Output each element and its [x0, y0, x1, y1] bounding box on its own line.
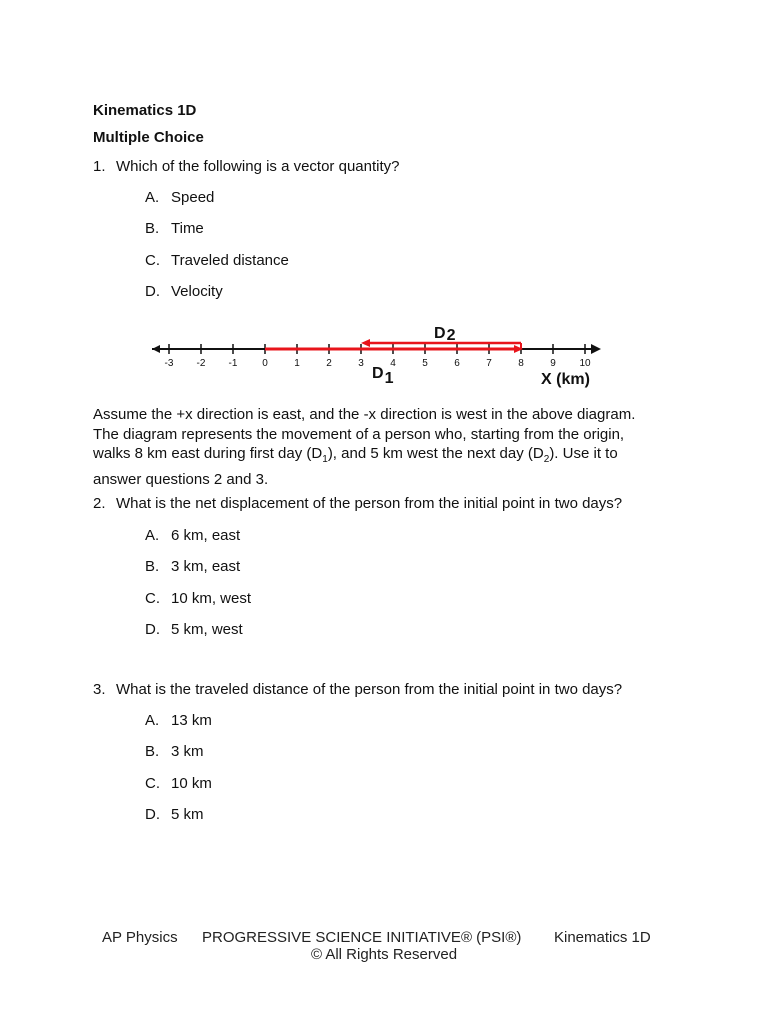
- question-text: What is the traveled distance of the person from the initial point in two days?: [116, 681, 623, 698]
- option-letter: B.: [145, 220, 160, 237]
- section-heading: Multiple Choice: [93, 129, 204, 146]
- option-2a: [145, 526, 240, 546]
- option-letter: C.: [145, 775, 160, 792]
- paragraph-text: ), and 5 km west the next day (D: [327, 445, 544, 462]
- option-3b: [145, 742, 204, 762]
- paragraph-text: walks 8 km east during first day (D: [93, 445, 323, 462]
- question-text: What is the net displacement of the person from the initial point in two days?: [116, 495, 623, 512]
- tick-label: -3: [164, 358, 174, 369]
- d2-arrowhead: [361, 339, 370, 347]
- tick-label: 9: [550, 358, 556, 369]
- displacement-arrows: [265, 339, 523, 353]
- option-text: 10 km, west: [171, 590, 252, 607]
- number-line-diagram: [0, 0, 768, 400]
- footer-organization: PROGRESSIVE SCIENCE INITIATIVE® (PSI®): [202, 929, 522, 946]
- d2-label: D2: [434, 325, 456, 344]
- tick-label: 4: [390, 358, 396, 369]
- paragraph-line: Assume the +x direction is east, and the -x direction is west in the above diagram.: [93, 406, 636, 423]
- option-letter: C.: [145, 590, 160, 607]
- option-2d: [145, 620, 243, 640]
- footer-course: AP Physics: [102, 929, 178, 946]
- subscript: 1: [322, 454, 328, 465]
- tick-label: 5: [422, 358, 428, 369]
- option-text: 5 km: [171, 806, 204, 823]
- option-3d: [145, 805, 204, 825]
- tick-label: 0: [262, 358, 268, 369]
- option-text: 10 km: [171, 775, 212, 792]
- paragraph-line: The diagram represents the movement of a person who, starting from the origin,: [93, 425, 625, 443]
- option-2c: [145, 589, 251, 609]
- context-paragraph: [93, 405, 673, 489]
- paragraph-line: answer questions 2 and 3.: [93, 470, 269, 488]
- option-letter: A.: [145, 712, 160, 729]
- paragraph-line: [93, 444, 673, 470]
- document-title: Kinematics 1D: [93, 102, 197, 119]
- option-text: 6 km, east: [171, 527, 241, 544]
- question-number: 2.: [93, 495, 106, 512]
- footer-copyright: © All Rights Reserved: [310, 946, 458, 963]
- tick-label: 2: [326, 358, 332, 369]
- option-text: 3 km: [171, 743, 204, 760]
- option-letter: C.: [145, 252, 160, 269]
- option-text: Speed: [171, 189, 215, 206]
- axis-arrowhead-left: [152, 345, 160, 353]
- tick-label: -2: [196, 358, 206, 369]
- option-letter: A.: [145, 189, 160, 206]
- option-text: Traveled distance: [171, 252, 289, 269]
- option-letter: D.: [145, 621, 160, 638]
- question-number: 3.: [93, 681, 106, 698]
- option-letter: D.: [145, 806, 160, 823]
- tick-label: -1: [228, 358, 238, 369]
- option-text: Time: [171, 220, 204, 237]
- tick-label: 6: [454, 358, 460, 369]
- question-3: [93, 680, 622, 700]
- option-2b: [145, 557, 240, 577]
- option-text: Velocity: [171, 283, 223, 300]
- tick-label: 10: [579, 358, 591, 369]
- footer-unit: Kinematics 1D: [554, 929, 651, 946]
- tick-label: 1: [294, 358, 300, 369]
- tick-label: 7: [486, 358, 492, 369]
- question-2: [93, 494, 622, 514]
- question-text: Which of the following is a vector quantity?: [116, 158, 400, 175]
- option-letter: A.: [145, 527, 160, 544]
- option-letter: B.: [145, 558, 160, 575]
- axis-arrowhead-right: [591, 344, 601, 354]
- option-text: 3 km, east: [171, 558, 241, 575]
- option-letter: D.: [145, 283, 160, 300]
- option-text: 13 km: [171, 712, 212, 729]
- tick-label: 8: [518, 358, 524, 369]
- tick-label: 3: [358, 358, 364, 369]
- axis-label: X (km): [541, 371, 590, 388]
- paragraph-text: ). Use it to: [549, 445, 618, 462]
- question-number: 1.: [93, 158, 106, 175]
- option-3a: [145, 711, 212, 731]
- option-text: 5 km, west: [171, 621, 243, 638]
- option-3c: [145, 774, 212, 794]
- subscript: 2: [543, 454, 550, 465]
- d1-label: D1: [372, 365, 394, 387]
- option-letter: B.: [145, 743, 160, 760]
